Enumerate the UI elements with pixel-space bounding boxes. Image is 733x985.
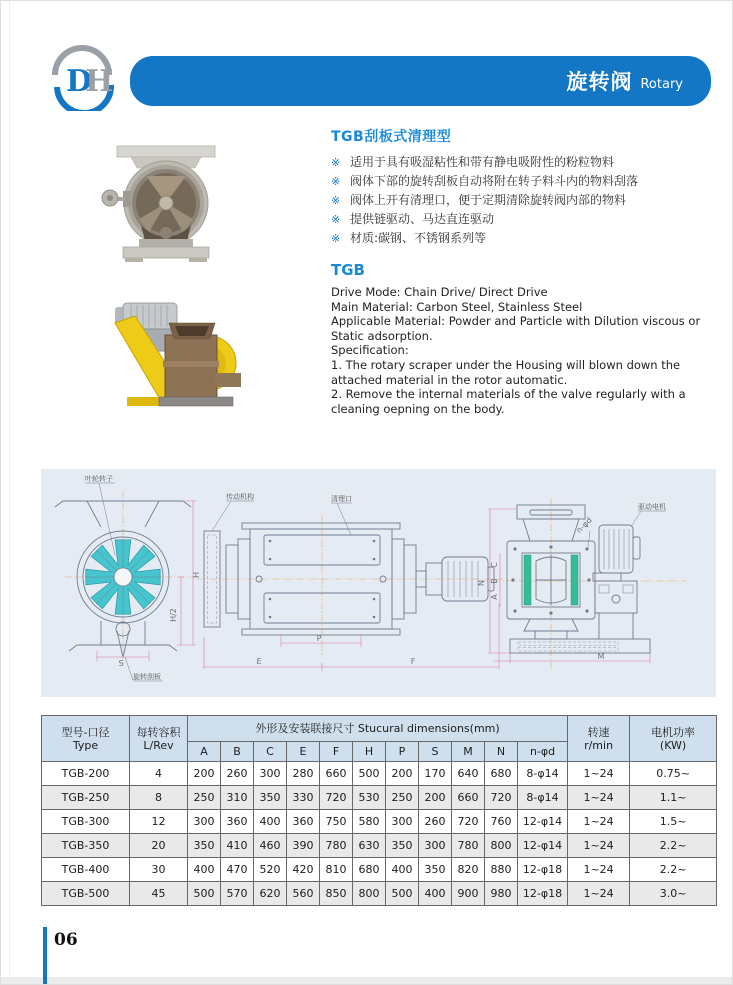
- cell-speed: 1~24: [568, 882, 630, 906]
- cell-volume: 45: [130, 882, 188, 906]
- bullet-item: [331, 229, 723, 248]
- cell-dim: 300: [419, 834, 452, 858]
- header-type-zh: 型号-口径: [61, 725, 110, 739]
- table-row: [42, 882, 717, 906]
- cell-dim: 720: [485, 786, 518, 810]
- bullet-marker: ※: [331, 232, 341, 245]
- cell-dim: 900: [452, 882, 485, 906]
- cell-dim: 660: [452, 786, 485, 810]
- cell-dim: 400: [419, 882, 452, 906]
- label-scraper: 旋转刮板: [133, 673, 161, 681]
- cell-dim: 350: [386, 834, 419, 858]
- bullet-text: 阀体下部的旋转刮板自动将附在转子料斗内的物料刮落: [350, 174, 639, 188]
- cell-dim: 170: [419, 762, 452, 786]
- table-row: [42, 858, 717, 882]
- header-volume: [130, 716, 188, 762]
- cell-dim: 800: [353, 882, 386, 906]
- cell-dim: 680: [485, 762, 518, 786]
- cell-dim: 300: [386, 810, 419, 834]
- dim-label-m: M: [597, 652, 605, 661]
- cell-dim: 720: [320, 786, 353, 810]
- cell-dim: 260: [419, 810, 452, 834]
- dim-column-header: F: [320, 742, 353, 762]
- cell-dim: 630: [353, 834, 386, 858]
- dim-column-header: E: [287, 742, 320, 762]
- cell-dim: 810: [320, 858, 353, 882]
- header-power-en: (KW): [659, 738, 687, 752]
- cell-dim: 260: [221, 762, 254, 786]
- drawing-panel: [41, 469, 716, 697]
- dim-column-header: B: [221, 742, 254, 762]
- cell-type: TGB-250: [42, 786, 130, 810]
- dim-label-b: B: [490, 578, 499, 584]
- cell-dim: 360: [221, 810, 254, 834]
- cell-dim: 640: [452, 762, 485, 786]
- cell-dim: 800: [485, 834, 518, 858]
- spec-line: 2. Remove the internal materials of the valve regularly with a: [331, 387, 686, 402]
- dim-column-header: S: [419, 742, 452, 762]
- dim-column-header: P: [386, 742, 419, 762]
- cell-dim: 620: [254, 882, 287, 906]
- spec-line: Applicable Material: Powder and Particle with Dilution viscous or: [331, 314, 701, 329]
- description-column: [331, 126, 723, 416]
- drawing-motor-view: [477, 499, 686, 669]
- label-drive-motor: 驱动电机: [638, 503, 666, 511]
- bullet-item: [331, 153, 723, 172]
- label-rotor: 叶轮转子: [85, 475, 113, 483]
- cell-dim: 400: [386, 858, 419, 882]
- cell-dim: 880: [485, 858, 518, 882]
- cell-power: 3.0~: [630, 882, 717, 906]
- cell-dim: 310: [221, 786, 254, 810]
- bullet-marker: ※: [331, 213, 341, 226]
- cell-dim: 760: [485, 810, 518, 834]
- dimension-table: [41, 715, 717, 906]
- product-photo-stainless-valve: [101, 141, 231, 263]
- header-dimensions: 外形及安装联接尺寸 Stucural dimensions(mm): [188, 716, 568, 742]
- dim-column-header: A: [188, 742, 221, 762]
- technical-drawing: [41, 469, 716, 697]
- cell-speed: 1~24: [568, 858, 630, 882]
- dim-label-a: A: [490, 594, 499, 600]
- cell-dim: 390: [287, 834, 320, 858]
- bullet-item: [331, 210, 723, 229]
- cell-dim: 720: [452, 810, 485, 834]
- table-row: [42, 762, 717, 786]
- dim-column-header: N: [485, 742, 518, 762]
- dim-label-s: S: [118, 659, 124, 668]
- table-row: [42, 786, 717, 810]
- cell-dim: 470: [221, 858, 254, 882]
- cell-dim: 580: [353, 810, 386, 834]
- cell-speed: 1~24: [568, 810, 630, 834]
- bullet-text: 提供链驱动、马达直连驱动: [350, 212, 495, 226]
- banner-title-zh: 旋转阀: [566, 70, 633, 94]
- cell-dim: 12-φ14: [518, 834, 568, 858]
- cell-dim: 500: [386, 882, 419, 906]
- dim-label-h2: H/2: [169, 608, 178, 622]
- bullet-list: [331, 153, 723, 248]
- cell-dim: 350: [188, 834, 221, 858]
- page-number: 06: [54, 930, 78, 950]
- cell-dim: 200: [188, 762, 221, 786]
- cell-dim: 12-φ18: [518, 882, 568, 906]
- cell-dim: 500: [188, 882, 221, 906]
- cell-dim: 12-φ14: [518, 810, 568, 834]
- bullet-marker: ※: [331, 175, 341, 188]
- spec-line: Drive Mode: Chain Drive/ Direct Drive: [331, 285, 548, 299]
- cell-dim: 750: [320, 810, 353, 834]
- logo-letter-d: D: [66, 64, 93, 99]
- cell-dim: 410: [221, 834, 254, 858]
- dim-label-p: P: [316, 634, 322, 643]
- cell-dim: 12-φ18: [518, 858, 568, 882]
- header-speed-zh: 转速: [587, 725, 610, 739]
- page-bottom-edge: [1, 977, 732, 984]
- cell-power: 1.5~: [630, 810, 717, 834]
- cell-type: TGB-200: [42, 762, 130, 786]
- dim-column-header: M: [452, 742, 485, 762]
- cell-dim: 530: [353, 786, 386, 810]
- cell-speed: 1~24: [568, 786, 630, 810]
- header-speed: [568, 716, 630, 762]
- dim-column-header: n-φd: [518, 742, 568, 762]
- cell-dim: 820: [452, 858, 485, 882]
- banner-title-en: Rotary: [640, 76, 683, 92]
- cell-dim: 350: [254, 786, 287, 810]
- bullet-text: 阀体上开有清理口，便于定期清除旋转阀内部的物料: [350, 193, 627, 207]
- dim-label-e: E: [256, 657, 262, 666]
- cell-speed: 1~24: [568, 762, 630, 786]
- cell-speed: 1~24: [568, 834, 630, 858]
- cell-volume: 4: [130, 762, 188, 786]
- cell-type: TGB-500: [42, 882, 130, 906]
- dim-label-h: H: [192, 571, 201, 579]
- spec-line: Specification:: [331, 343, 409, 358]
- cell-volume: 12: [130, 810, 188, 834]
- bullet-item: [331, 191, 723, 210]
- drawing-front-view: [55, 474, 201, 681]
- cell-volume: 30: [130, 858, 188, 882]
- spec-line: 1. The rotary scraper under the Housing will blown down the: [331, 357, 681, 372]
- header-speed-en: r/min: [584, 738, 614, 752]
- bullet-marker: ※: [331, 156, 341, 169]
- header-volume-en: L/Rev: [143, 738, 174, 752]
- cell-dim: 300: [254, 762, 287, 786]
- cell-dim: 8-φ14: [518, 762, 568, 786]
- dim-label-bolt-circle: n-φd: [574, 515, 594, 535]
- cell-type: TGB-300: [42, 810, 130, 834]
- cell-type: TGB-350: [42, 834, 130, 858]
- cell-dim: 250: [188, 786, 221, 810]
- spec-lines: [331, 285, 723, 416]
- header-type: [42, 716, 130, 762]
- cell-dim: 560: [287, 882, 320, 906]
- product-photo-chain-drive-valve: [107, 289, 255, 413]
- header-volume-zh: 每转容积: [136, 725, 181, 739]
- dim-column-header: C: [254, 742, 287, 762]
- spec-line: Static adsorption.: [331, 328, 433, 343]
- header-power: [630, 716, 717, 762]
- cell-dim: 780: [452, 834, 485, 858]
- cell-dim: 780: [320, 834, 353, 858]
- cell-dim: 980: [485, 882, 518, 906]
- header-type-en: Type: [72, 738, 99, 752]
- drawing-side-view: [197, 492, 503, 671]
- spec-line: Main Material: Carbon Steel, Stainless Steel: [331, 299, 583, 314]
- cell-type: TGB-400: [42, 858, 130, 882]
- cell-power: 2.2~: [630, 858, 717, 882]
- label-cleaning-port: 清理口: [331, 495, 352, 503]
- cell-dim: 500: [353, 762, 386, 786]
- section-banner: [130, 56, 711, 106]
- spec-line: cleaning oepning on the body.: [331, 401, 505, 416]
- cell-dim: 400: [254, 810, 287, 834]
- bullet-text: 适用于具有吸湿粘性和带有静电吸附性的粉粒物料: [350, 155, 615, 169]
- bullet-item: [331, 172, 723, 191]
- specs-title: TGB: [331, 261, 365, 279]
- cell-volume: 20: [130, 834, 188, 858]
- dh-logo: [47, 45, 119, 111]
- cell-dim: 680: [353, 858, 386, 882]
- dim-label-f: F: [410, 657, 416, 666]
- spec-line: attached material in the rotor automatic.: [331, 372, 568, 387]
- cell-dim: 250: [386, 786, 419, 810]
- header-power-zh: 电机功率: [651, 725, 696, 739]
- table-row: [42, 810, 717, 834]
- dim-label-c: C: [490, 562, 499, 568]
- cell-dim: 330: [287, 786, 320, 810]
- cell-dim: 200: [386, 762, 419, 786]
- cell-dim: 570: [221, 882, 254, 906]
- dim-column-header: H: [353, 742, 386, 762]
- cell-power: 1.1~: [630, 786, 717, 810]
- table-header-row-1: [42, 716, 717, 742]
- cell-dim: 8-φ14: [518, 786, 568, 810]
- table-row: [42, 834, 717, 858]
- cell-dim: 200: [419, 786, 452, 810]
- cell-dim: 360: [287, 810, 320, 834]
- label-drive-mechanism: 传动机构: [226, 493, 254, 501]
- cell-dim: 280: [287, 762, 320, 786]
- cell-dim: 460: [254, 834, 287, 858]
- cell-dim: 520: [254, 858, 287, 882]
- cell-dim: 660: [320, 762, 353, 786]
- cell-power: 2.2~: [630, 834, 717, 858]
- intro-title: TGB刮板式清理型: [331, 129, 452, 145]
- cell-volume: 8: [130, 786, 188, 810]
- cell-dim: 300: [188, 810, 221, 834]
- dim-label-n: N: [477, 580, 486, 586]
- bullet-text: 材质:碳钢、不锈钢系列等: [350, 231, 487, 245]
- cell-dim: 420: [287, 858, 320, 882]
- cell-dim: 400: [188, 858, 221, 882]
- table-body: [42, 762, 717, 906]
- logo-letter-h: H: [85, 64, 114, 99]
- cell-dim: 350: [419, 858, 452, 882]
- page-number-bar: [43, 927, 47, 984]
- bullet-marker: ※: [331, 194, 341, 207]
- cell-dim: 850: [320, 882, 353, 906]
- cell-power: 0.75~: [630, 762, 717, 786]
